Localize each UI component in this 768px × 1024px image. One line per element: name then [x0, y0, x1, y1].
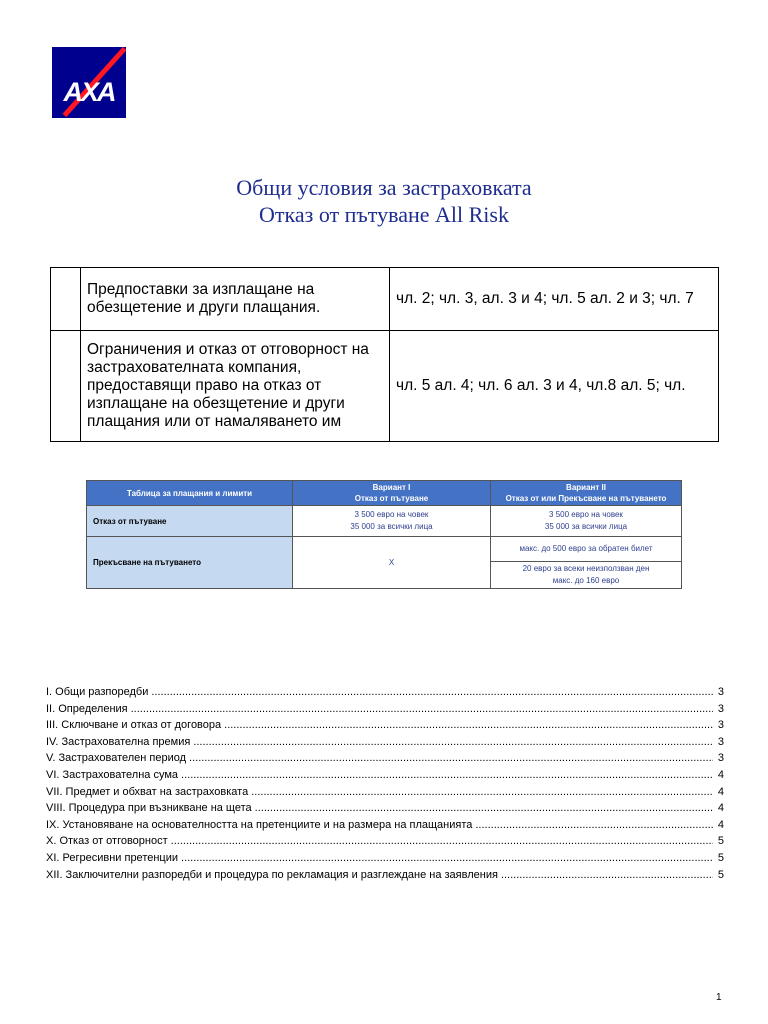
- value-cell: [491, 562, 682, 589]
- toc-label: VI. Застрахователна сума: [46, 768, 179, 781]
- toc-item[interactable]: [46, 800, 724, 817]
- value-line: 3 500 евро на човек: [354, 510, 429, 519]
- logo-text: AXA: [63, 77, 115, 107]
- value-cell: X: [293, 537, 491, 589]
- row-description: Ограничения и отказ от отговорност на застрахователната компания, предоставящи право на отказ от изплащане на обезщетение и други плащания или от намаляването им: [81, 331, 390, 442]
- toc-leader: [189, 750, 713, 767]
- toc-item[interactable]: [46, 717, 724, 734]
- value-cell: [293, 506, 491, 537]
- value-line: 35 000 за всички лица: [544, 522, 628, 531]
- toc-label: XII. Заключителни разпоредби и процедура по рекламация и разглеждане на заявления: [46, 868, 498, 881]
- toc-leader: [181, 850, 713, 867]
- axa-logo: [52, 47, 126, 118]
- row-reference: чл. 2; чл. 3, ал. 3 и 4; чл. 5 ал. 2 и 3; чл. 7: [390, 268, 719, 331]
- toc-page: 3: [717, 735, 724, 748]
- toc-label: IV. Застрахователна премия: [46, 735, 191, 748]
- toc-item[interactable]: [46, 734, 724, 751]
- toc-page: 4: [717, 768, 724, 781]
- toc-page: 3: [717, 702, 724, 715]
- toc-label: VII. Предмет и обхват на застраховката: [46, 785, 249, 798]
- header-cell: Таблица за плащания и лимити: [87, 481, 293, 506]
- toc-page: 5: [717, 851, 724, 864]
- document-subtitle: Отказ от пътуване All Risk: [259, 202, 509, 227]
- toc-label: IX. Установяване на основателността на претенциите и на размера на плащанията: [46, 818, 473, 831]
- toc-page: 4: [717, 785, 724, 798]
- reference-table: [50, 267, 719, 442]
- header-line: Отказ от пътуване: [354, 494, 429, 503]
- toc-page: 4: [717, 802, 724, 815]
- header-cell: [293, 481, 491, 506]
- toc-label: V. Застрахователен период: [46, 752, 187, 765]
- toc-label: VIII. Процедура при възникване на щета: [46, 802, 252, 815]
- table-row: [51, 268, 719, 331]
- toc-leader: [224, 717, 713, 734]
- value-line: 3 500 евро на човек: [549, 510, 623, 519]
- toc-item[interactable]: [46, 701, 724, 718]
- table-header-row: [87, 481, 682, 506]
- toc-item[interactable]: [46, 817, 724, 834]
- header-line: Отказ от или Прекъсване на пътуването: [505, 494, 667, 503]
- toc-item[interactable]: [46, 784, 724, 801]
- toc-label: XI. Регресивни претенции: [46, 851, 179, 864]
- value-cell: макс. до 500 евро за обратен билет: [491, 537, 682, 562]
- row-reference: чл. 5 ал. 4; чл. 6 ал. 3 и 4, чл.8 ал. 5; чл.: [390, 331, 719, 442]
- row-description: Предпоставки за изплащане на обезщетение и други плащания.: [81, 268, 390, 331]
- row-number: [51, 331, 81, 442]
- row-number: [51, 268, 81, 331]
- toc-leader: [255, 800, 713, 817]
- header-line: Вариант II: [566, 483, 606, 492]
- toc-leader: [131, 701, 713, 718]
- toc-leader: [501, 867, 713, 884]
- toc-label: X. Отказ от отговорност: [46, 835, 168, 848]
- value-cell: [491, 506, 682, 537]
- toc-item[interactable]: [46, 767, 724, 784]
- toc-page: 5: [717, 835, 724, 848]
- limits-table: [86, 480, 682, 589]
- toc-leader: [475, 817, 713, 834]
- toc-page: 3: [717, 686, 724, 698]
- toc-page: 4: [717, 818, 724, 831]
- toc-leader: [151, 684, 713, 701]
- toc-item[interactable]: [46, 684, 724, 701]
- toc-item[interactable]: [46, 750, 724, 767]
- toc-leader: [193, 734, 713, 751]
- toc-page: 3: [717, 719, 724, 732]
- value-line: макс. до 160 евро: [552, 576, 620, 585]
- document-title: Общи условия за застраховката: [236, 175, 532, 200]
- toc-page: 3: [717, 752, 724, 765]
- row-label: Прекъсване на пътуването: [87, 537, 293, 589]
- page-number: 1: [716, 992, 722, 1003]
- table-row: [51, 331, 719, 442]
- toc-item[interactable]: [46, 850, 724, 867]
- toc-label: II. Определения: [46, 702, 128, 715]
- toc-leader: [251, 784, 713, 801]
- toc-label: I. Общи разпоредби: [46, 686, 149, 698]
- value-line: 20 евро за всеки неизползван ден: [522, 564, 650, 573]
- toc-page: 5: [717, 868, 724, 881]
- header-cell: [491, 481, 682, 506]
- row-label: Отказ от пътуване: [87, 506, 293, 537]
- toc-leader: [181, 767, 713, 784]
- table-row: [87, 537, 682, 562]
- toc-leader: [171, 833, 713, 850]
- table-row: [87, 506, 682, 537]
- toc-item[interactable]: [46, 867, 724, 884]
- value-line: 35 000 за всички лица: [350, 522, 433, 531]
- header-line: Вариант I: [372, 483, 411, 492]
- toc-item[interactable]: [46, 833, 724, 850]
- table-of-contents: [46, 684, 724, 883]
- toc-label: III. Сключване и отказ от договора: [46, 719, 222, 732]
